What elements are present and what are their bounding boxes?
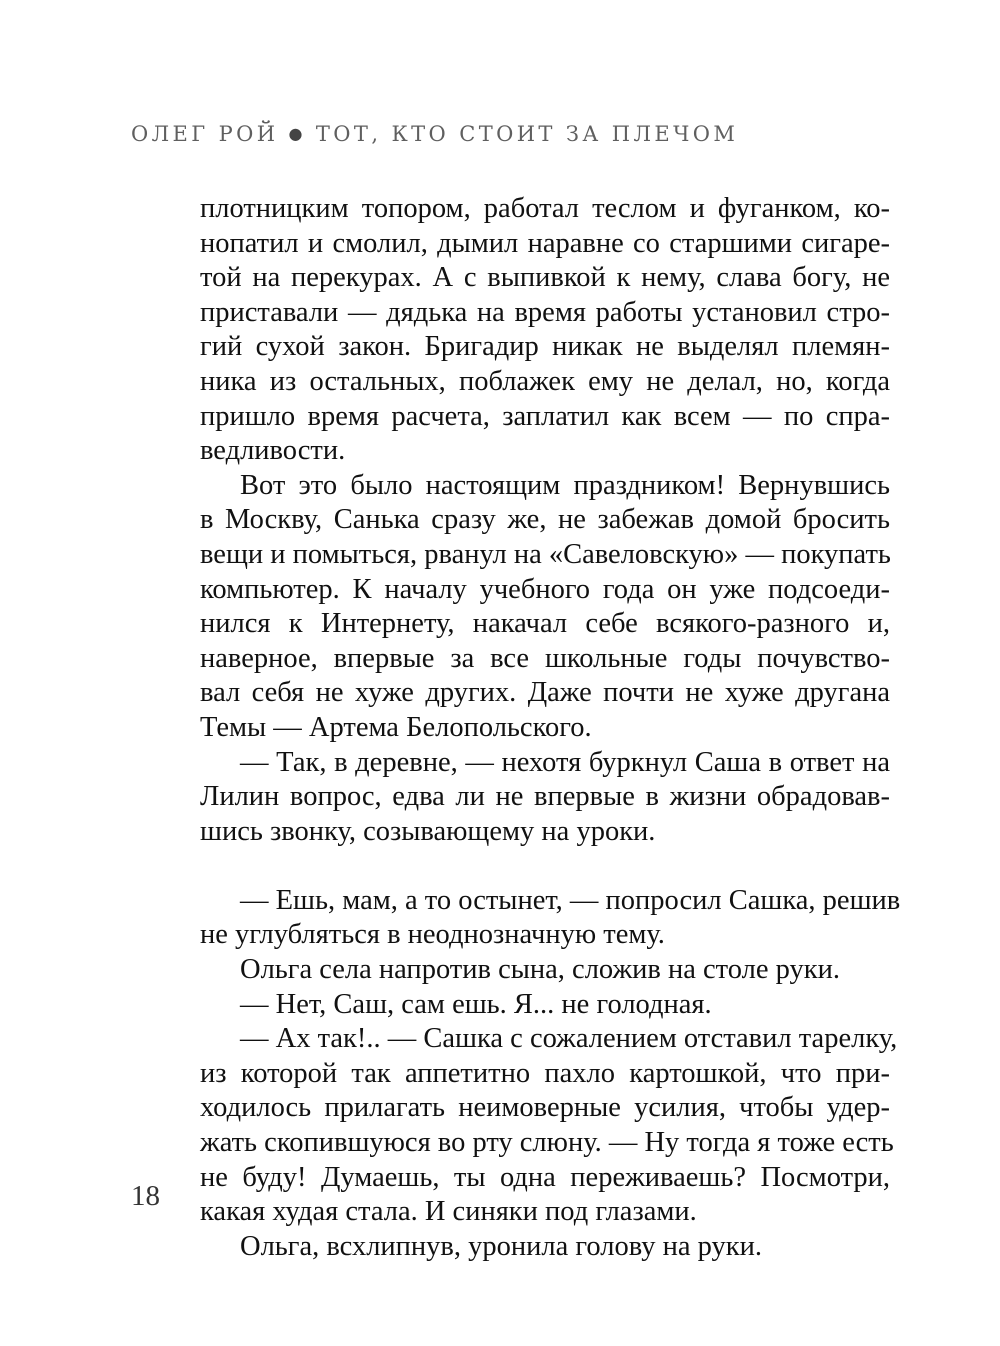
- text-line: плотницким топором, работал теслом и фуганком, ко-: [200, 193, 890, 224]
- text-line: — Ах так!.. — Сашка с сожалением отставил тарелку,: [240, 1023, 898, 1055]
- text-line: в Москву, Санька сразу же, не забежав домой бросить: [200, 504, 890, 536]
- page-number: 18: [131, 1180, 160, 1212]
- text-line: вещи и помыться, рванул на «Савеловскую» — покупать: [200, 538, 891, 570]
- text-line: Лилин вопрос, едва ли не впервые в жизни обрадовав-: [200, 781, 890, 813]
- text-line: нопатил и смолил, дымил наравне со старшими сигаре-: [200, 227, 890, 259]
- text-line: гий сухой закон. Бригадир никак не выделял племян-: [200, 331, 890, 363]
- text-line: из которой так аппетитно пахло картошкой, что при-: [200, 1057, 890, 1089]
- text-line: приставали — дядька на время работы установил стро-: [200, 296, 890, 328]
- text-line: наверное, впервые за все школьные годы почувство-: [200, 642, 890, 674]
- text-line: не буду! Думаешь, ты одна переживаешь? Посмотри,: [200, 1161, 890, 1193]
- header-bullet-icon: ●: [288, 124, 306, 143]
- text-line: — Так, в деревне, — нехотя буркнул Саша в ответ на: [240, 746, 890, 778]
- text-line: Ольга, всхлипнув, уронила голову на руки.: [240, 1230, 762, 1262]
- text-line: Ольга села напротив сына, сложив на столе руки.: [240, 954, 840, 986]
- text-line: шись звонку, созывающему на уроки.: [200, 815, 656, 847]
- text-line: — Нет, Саш, сам ешь. Я... не голодная.: [240, 988, 712, 1020]
- text-line: не углубляться в неоднозначную тему.: [200, 919, 665, 951]
- text-line: ходилось прилагать неимоверные усилия, чтобы удер-: [200, 1092, 890, 1124]
- text-line: той на перекурах. А с выпивкой к нему, слава богу, не: [200, 262, 890, 294]
- text-line: вал себя не хуже других. Даже почти не хуже другана: [200, 677, 890, 709]
- section-break: [200, 849, 890, 884]
- text-line: — Ешь, мам, а то остынет, — попросил Сашка, решив: [240, 884, 901, 916]
- text-line: ведливости.: [200, 435, 346, 467]
- header-title: ТОТ, КТО СТОИТ ЗА ПЛЕЧОМ: [315, 122, 739, 146]
- header-author: ОЛЕГ РОЙ: [131, 122, 279, 146]
- text-line: ника из остальных, поблажек ему не делал, но, когда: [200, 365, 890, 397]
- text-line: пришло время расчета, заплатил как всем — по спра-: [200, 400, 890, 432]
- text-line: какая худая стала. И синяки под глазами.: [200, 1196, 697, 1228]
- text-line: Вот это было настоящим праздником! Вернувшись: [240, 469, 890, 501]
- page-body: [200, 192, 901, 1264]
- text-line: жать скопившуюся во рту слюну. — Ну тогда я тоже есть: [200, 1127, 894, 1159]
- text-line: Темы — Артема Белопольского.: [200, 711, 592, 743]
- text-line: компьютер. К началу учебного года он уже подсоеди-: [200, 573, 890, 605]
- text-line: нился к Интернету, накачал себе всякого-разного и,: [200, 608, 890, 640]
- running-header: [131, 122, 771, 146]
